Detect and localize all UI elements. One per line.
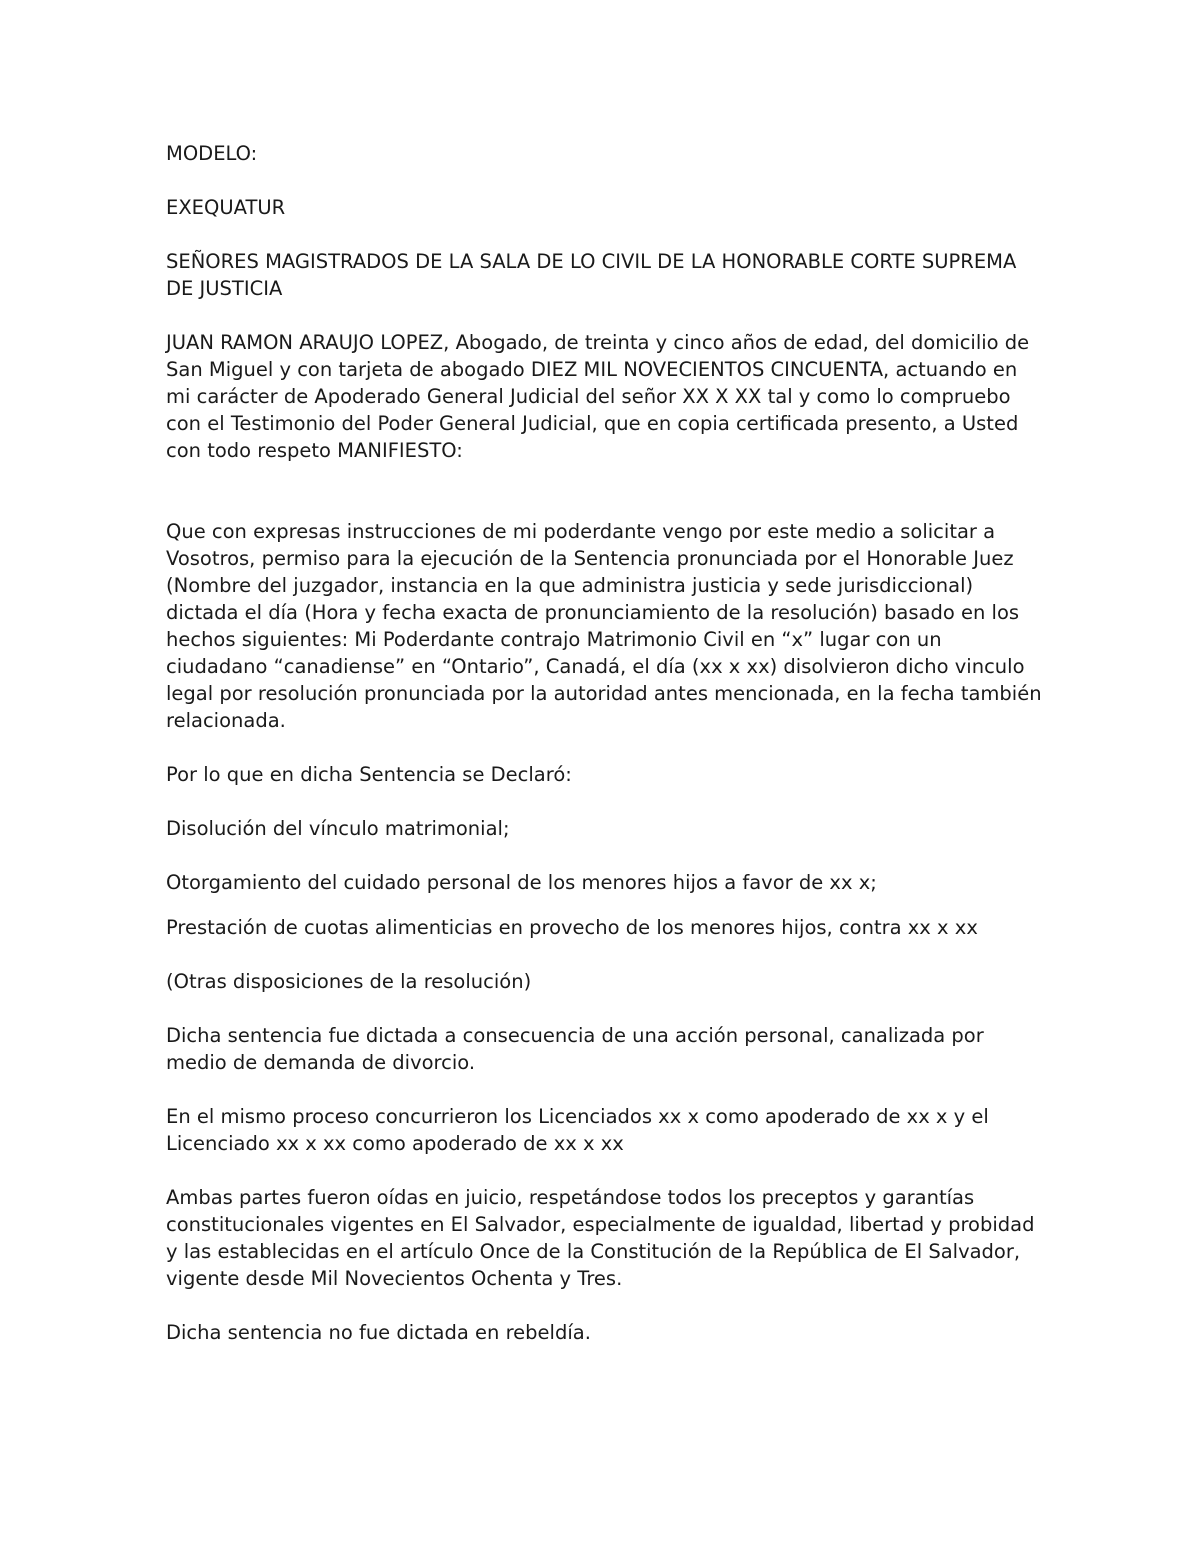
heading-model: MODELO: — [166, 142, 258, 165]
paragraph-rebeldia: Dicha sentencia no fue dictada en rebeldía. — [166, 1321, 591, 1344]
paragraph-declared: Por lo que en dicha Sentencia se Declaró: — [166, 763, 572, 786]
list-item-other: (Otras disposiciones de la resolución) — [166, 970, 532, 993]
document-body — [166, 140, 1046, 1373]
paragraph-request: Que con expresas instrucciones de mi poderdante vengo por este medio a solicitar a Vosotros, permiso para la ejecución de la Sentencia pronunciada por el Honorable Juez (Nombre del juzgador, instancia en la que administra justicia y sede jurisdiccional) dictada el día (Hora y fecha exacta de pronunciamiento de la resolución) basado en los hechos siguientes: Mi Poderdante contrajo Matrimonio Civil en “x” lugar con un ciudadano “canadiense” en “Ontario”, Canadá, el día (xx x xx) disolvieron dicho vinculo legal por resolución pronunciada por la autoridad antes mencionada, en la fecha también relacionada. — [166, 520, 1042, 732]
list-item-alimony: Prestación de cuotas alimenticias en provecho de los menores hijos, contra xx x xx — [166, 916, 978, 939]
list-item-custody: Otorgamiento del cuidado personal de los menores hijos a favor de xx x; — [166, 871, 877, 894]
document-title: EXEQUATUR — [166, 196, 286, 219]
paragraph-guarantees: Ambas partes fueron oídas en juicio, respetándose todos los preceptos y garantías constitucionales vigentes en El Salvador, especialmente de igualdad, libertad y probidad y las establecidas en el artículo Once de la Constitución de la República de El Salvador, vigente desde Mil Novecientos Ochenta y Tres. — [166, 1186, 1035, 1290]
addressee: SEÑORES MAGISTRADOS DE LA SALA DE LO CIVIL DE LA HONORABLE CORTE SUPREMA DE JUSTICIA — [166, 250, 1017, 300]
paragraph-introduction: JUAN RAMON ARAUJO LOPEZ, Abogado, de treinta y cinco años de edad, del domicilio de San Miguel y con tarjeta de abogado DIEZ MIL NOVECIENTOS CINCUENTA, actuando en mi carácter de Apoderado General Judicial del señor XX X XX tal y como lo compruebo con el Testimonio del Poder General Judicial, que en copia certificada presento, a Usted con todo respeto MANIFIESTO: — [166, 331, 1030, 462]
list-item-dissolution: Disolución del vínculo matrimonial; — [166, 817, 510, 840]
paragraph-attorneys: En el mismo proceso concurrieron los Licenciados xx x como apoderado de xx x y el Licenciado xx x xx como apoderado de xx x xx — [166, 1105, 989, 1155]
paragraph-action: Dicha sentencia fue dictada a consecuencia de una acción personal, canalizada por medio de demanda de divorcio. — [166, 1024, 984, 1074]
